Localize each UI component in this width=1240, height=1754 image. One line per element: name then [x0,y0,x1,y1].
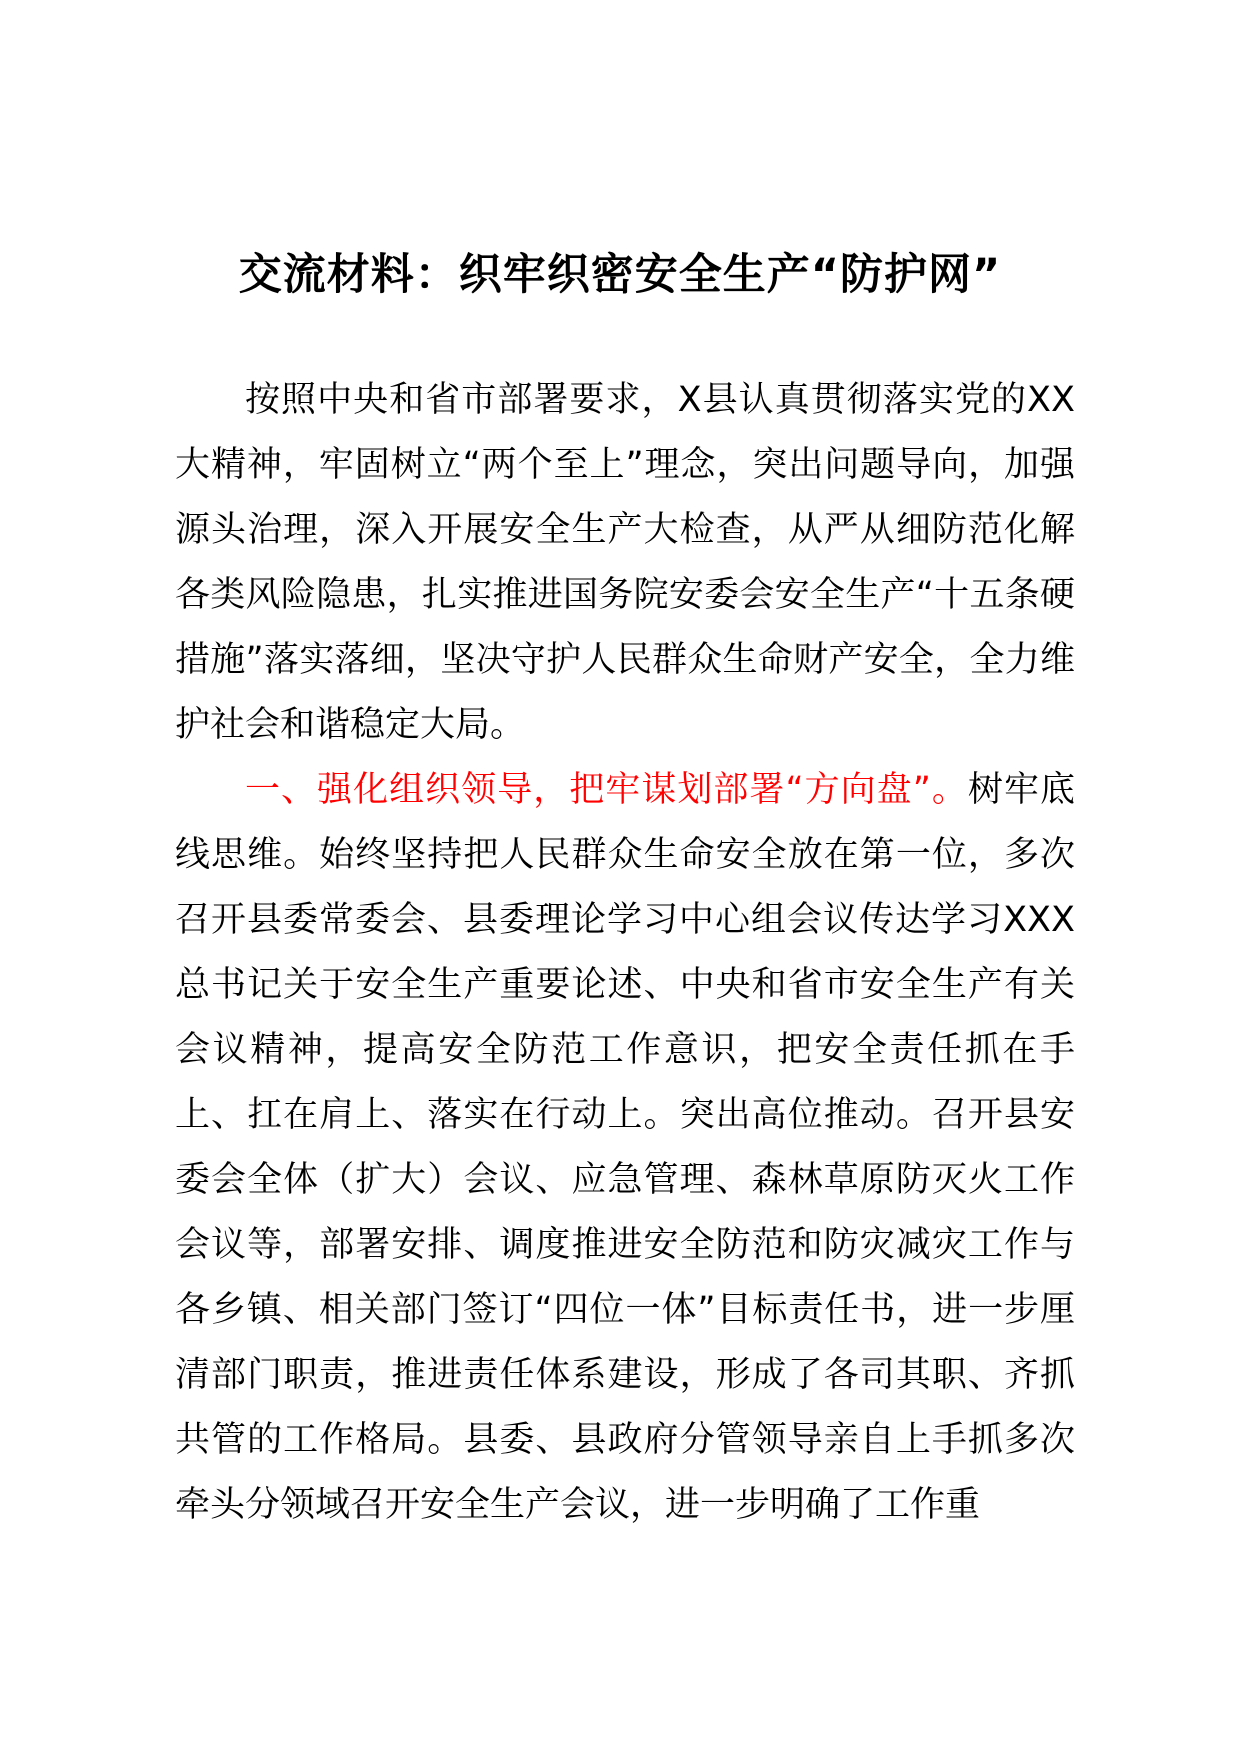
document-title: 交流材料：织牢织密安全生产“防护网” [238,250,1002,300]
paragraph-section-1 [175,758,1075,1538]
section-1-text: 树牢底线思维。始终坚持把人民群众生命安全放在第一位，多次召开县委常委会、县委理论学习中心组会议传达学习XXX总书记关于安全生产重要论述、中央和省市安全生产有关会议精神，提高安全防范工作意识，把安全责任抓在手上、扛在肩上、落实在行动上。突出高位推动。召开县安委会全体（扩大）会议、应急管理、森林草原防灭火工作会议等，部署安排、调度推进安全防范和防灾减灾工作与各乡镇、相关部门签订“四位一体”目标责任书，进一步厘清部门职责，推进责任体系建设，形成了各司其职、齐抓共管的工作格局。县委、县政府分管领导亲自上手抓多次牵头分领域召开安全生产会议，进一步明确了工作重 [175,770,1075,1525]
section-1-heading: 一、强化组织领导，把牢谋划部署“方向盘”。 [245,770,968,810]
paragraph-intro-text: 按照中央和省市部署要求，X县认真贯彻落实党的XX大精神，牢固树立“两个至上”理念，突出问题导向，加强源头治理，深入开展安全生产大检查，从严从细防范化解各类风险隐患，扎实推进国务院安委会安全生产“十五条硬措施”落实落细，坚决守护人民群众生命财产安全，全力维护社会和谐稳定大局。 [175,380,1075,745]
paragraph-intro [175,368,1075,758]
document-body [175,368,1075,1538]
